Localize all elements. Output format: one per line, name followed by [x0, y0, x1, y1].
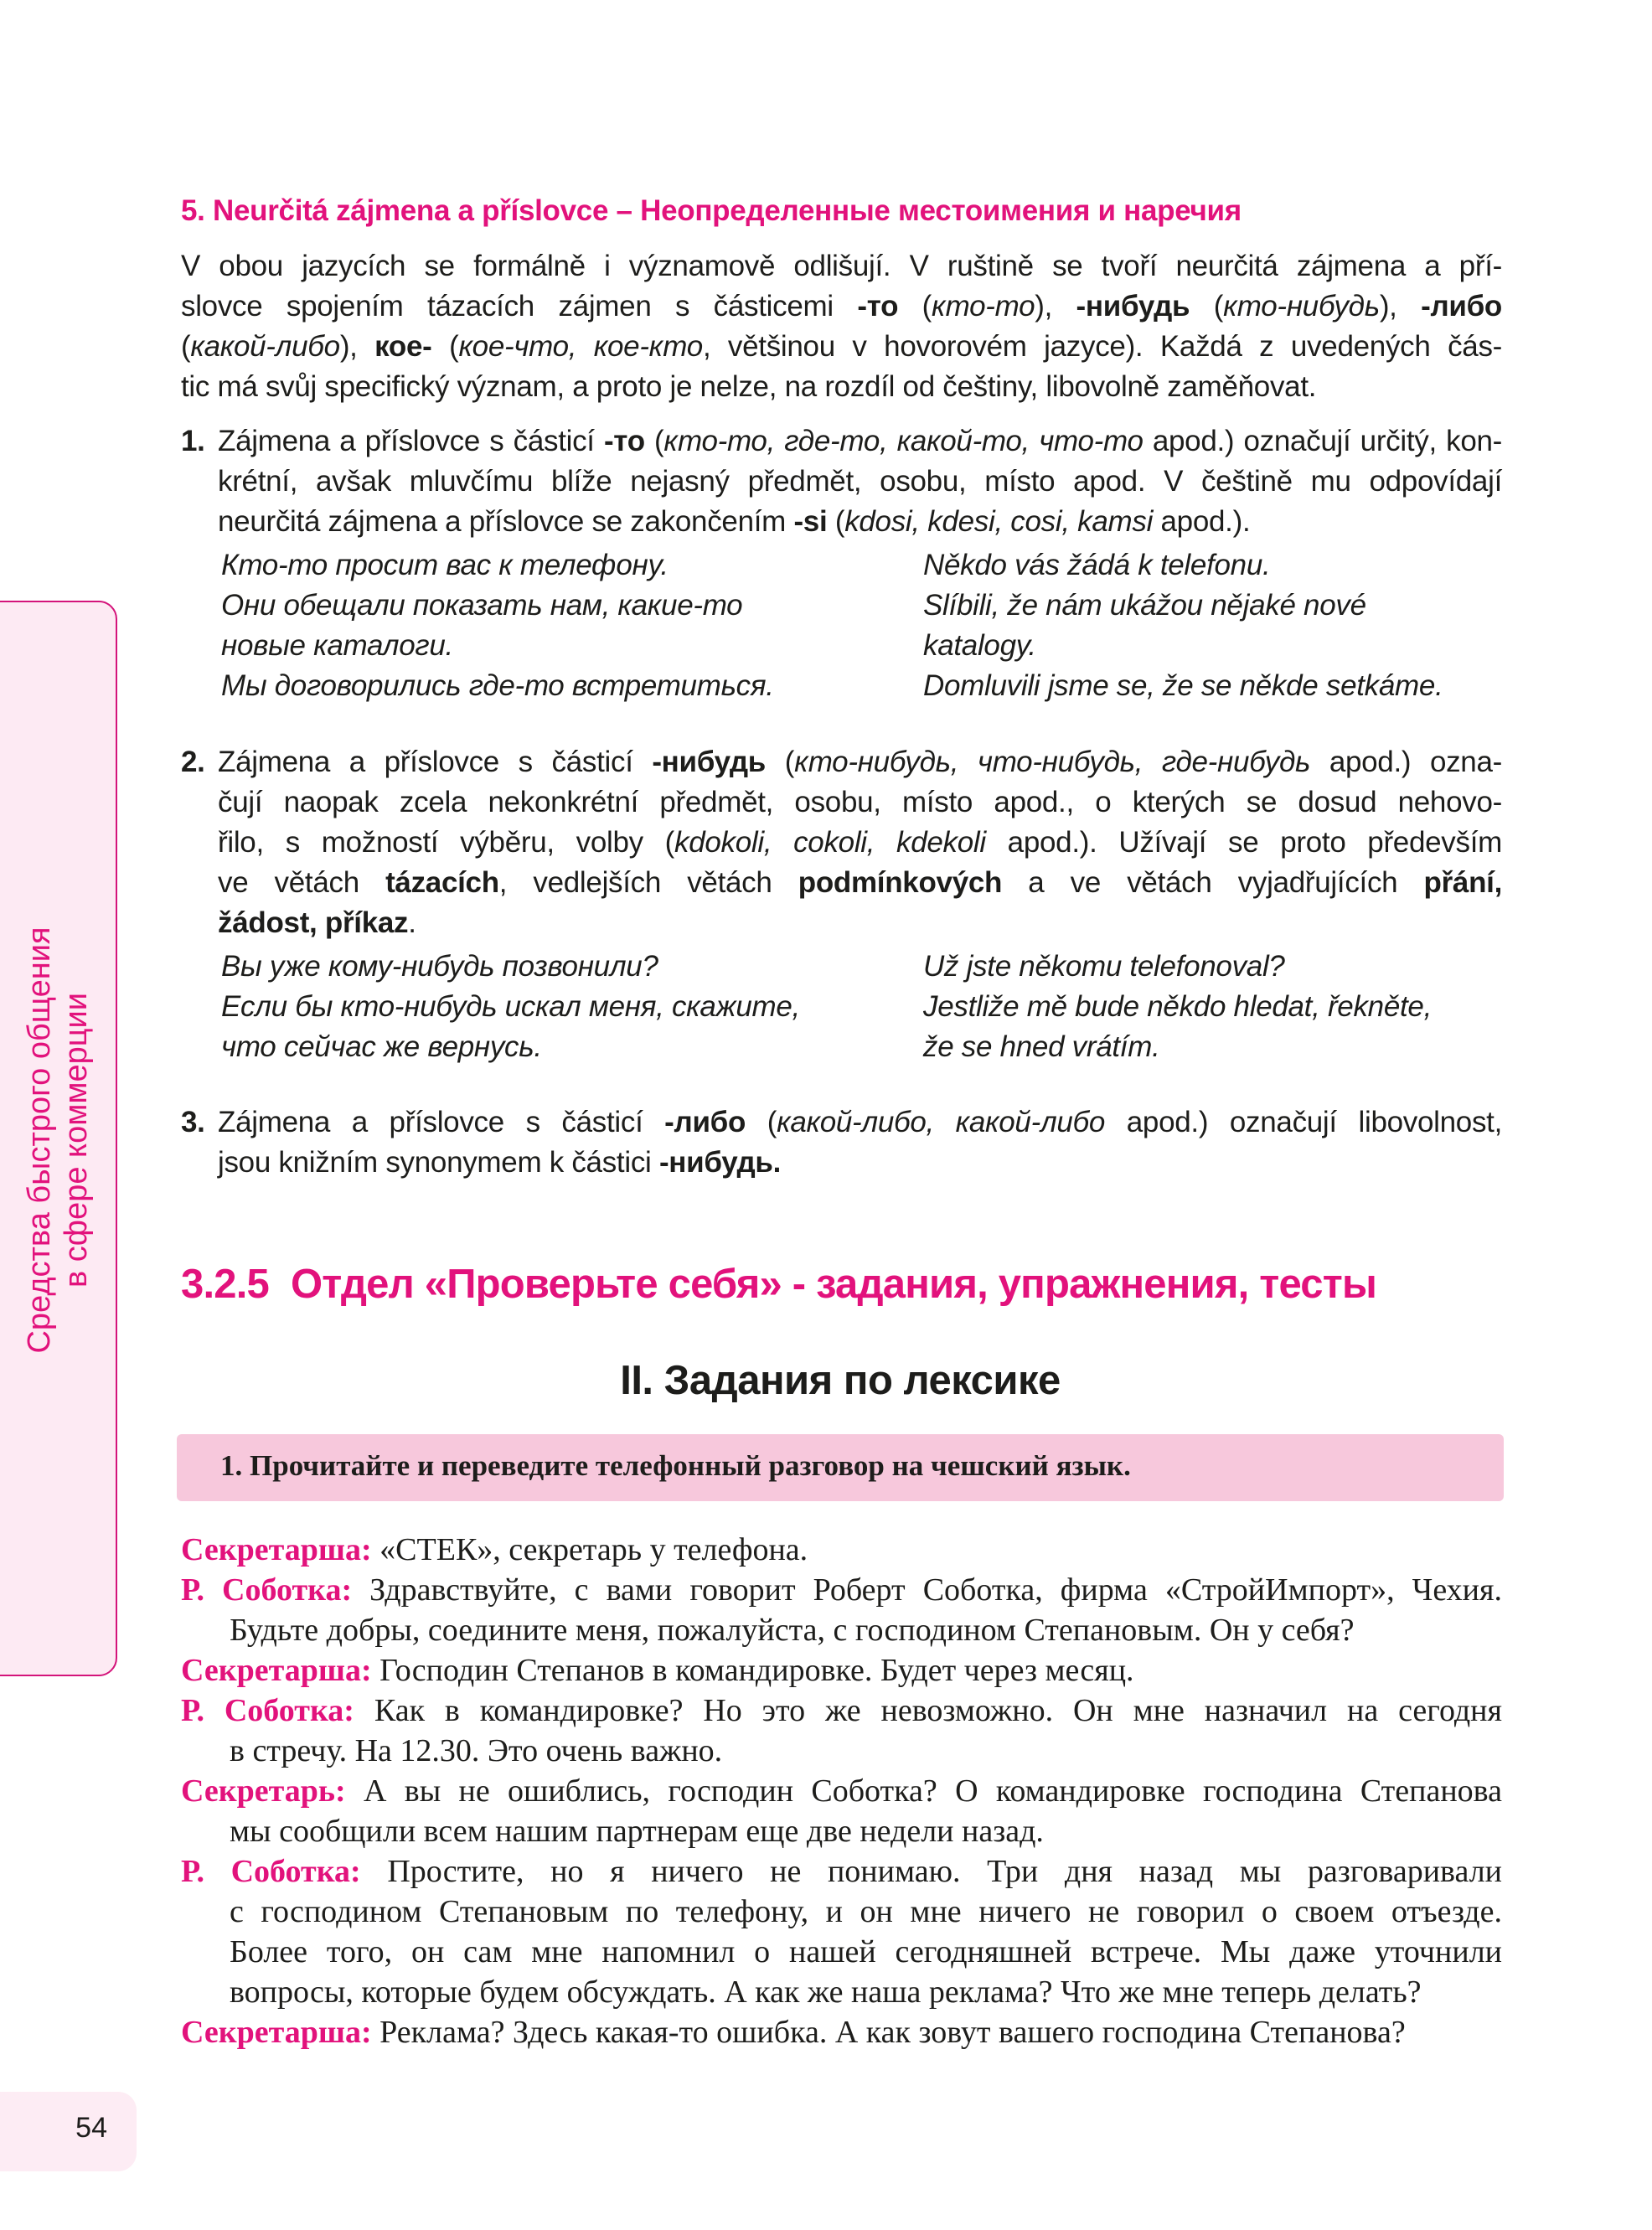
rule-item-3: [181, 1102, 1502, 1183]
text-segment: (: [431, 330, 459, 363]
text-segment: Более того, он сам мне напомнил о нашей сегодняшней встрече. Мы даже уточнили: [230, 1934, 1502, 1969]
section-5-title: 5. Neurčitá zájmena a příslovce – Неопределенные местоимения и наречия: [181, 194, 1242, 227]
dialog-line: [181, 1650, 1502, 1691]
text-segment: Zájmena a příslovce s částicí: [218, 425, 604, 457]
page-number-box: [0, 2092, 137, 2171]
example-sentence: что сейчас же вернусь.: [221, 1030, 542, 1063]
text-line: [181, 327, 1502, 367]
text-segment: кое-: [374, 330, 432, 363]
speaker-name: Р. Соботка:: [181, 1854, 361, 1889]
text-line: [181, 367, 1502, 407]
example-sentence: Они обещали показать нам, какие-то: [221, 589, 743, 622]
text-line: [218, 421, 1502, 462]
text-segment: apod.) označují určitý, kon-: [1143, 425, 1503, 457]
text-segment: кое-что, кое-кто: [458, 330, 703, 363]
text-segment: -si: [793, 505, 828, 538]
text-segment: кто-нибудь, что-нибудь, где-нибудь: [794, 746, 1311, 778]
text-segment: apod.).: [1153, 505, 1251, 538]
example-sentence: že se hned vrátím.: [923, 1030, 1160, 1063]
text-segment: -нибудь: [1076, 290, 1190, 323]
text-segment: «СТЕК», секретарь у телефона.: [371, 1532, 808, 1567]
text-segment: ),: [339, 330, 375, 363]
example-sentence: Domluvili jsme se, že se někde setkáme.: [923, 669, 1443, 702]
chapter-title-line1: Средства быстрого общения: [22, 927, 57, 1354]
text-segment: apod.). Užívají se proto především: [985, 826, 1502, 859]
text-segment: Господин Степанов в командировке. Будет через месяц.: [371, 1653, 1134, 1688]
text-segment: какой-либо: [190, 330, 340, 363]
text-segment: slovce spojením tázacích zájmen s částicemi: [181, 290, 858, 323]
example-sentence: Вы уже кому-нибудь позвонили?: [221, 950, 658, 983]
text-segment: ),: [1379, 290, 1422, 323]
text-line: [218, 903, 1502, 943]
text-line: [218, 823, 1502, 863]
item-number: 1.: [181, 425, 205, 457]
task-box: [177, 1434, 1504, 1501]
text-segment: с господином Степановым по телефону, и он мне ничего не говорил о своем отъезде.: [230, 1894, 1502, 1929]
text-segment: (: [827, 505, 845, 538]
speaker-name: Секретарша:: [181, 1653, 372, 1688]
example-sentence: Někdo vás žádá k telefonu.: [923, 549, 1271, 581]
dialog-line: [230, 1932, 1502, 1972]
example-sentence: Мы договорились где-то встретиться.: [221, 669, 774, 702]
item-number: 3.: [181, 1106, 205, 1138]
dialog-line: [181, 1851, 1502, 1892]
text-segment: (: [746, 1106, 777, 1138]
examples-1: [221, 545, 1503, 706]
dialog-line: [230, 1610, 1502, 1650]
text-segment: Простите, но я ничего не понимаю. Три дня назад мы разговаривали: [360, 1854, 1503, 1889]
text-segment: .: [408, 906, 416, 939]
speaker-name: Секретарша:: [181, 1532, 372, 1567]
dialog-line: [181, 1570, 1502, 1610]
dialog-line: [230, 1892, 1502, 1932]
speaker-name: Р. Соботка:: [181, 1572, 353, 1608]
chapter-title-vertical: [21, 927, 95, 1353]
page-number: 54: [75, 2112, 107, 2144]
text-segment: Zájmena a příslovce s částicí: [218, 1106, 665, 1138]
text-segment: žádost, příkaz: [218, 906, 409, 939]
text-segment: (: [766, 746, 795, 778]
text-segment: tázacích: [385, 866, 499, 899]
text-segment: neurčitá zájmena a příslovce se zakončením: [218, 505, 794, 538]
text-segment: мы сообщили всем нашим партнерам еще две недели назад.: [230, 1814, 1044, 1849]
subheading: II. Задания по лексике: [620, 1358, 1061, 1403]
example-sentence: Už jste někomu telefonoval?: [923, 950, 1285, 983]
text-line: [218, 462, 1502, 502]
examples-2: [221, 947, 1503, 1067]
dialog-line: [181, 1691, 1502, 1731]
text-segment: А вы не ошиблись, господин Соботка? О командировке господина Степанова: [345, 1773, 1502, 1809]
text-segment: (: [898, 290, 932, 323]
text-segment: (: [644, 425, 664, 457]
text-line: [181, 286, 1502, 327]
example-sentence: Jestliže mě bude někdo hledat, řekněte,: [923, 990, 1433, 1023]
dialog-line: [230, 1811, 1502, 1851]
speaker-name: Р. Соботка:: [181, 1693, 354, 1728]
example-sentence: новые каталоги.: [221, 629, 453, 662]
dialog-line: [230, 1972, 1502, 2012]
text-segment: krétní, avšak mluvčímu blíže nejasný předmět, osobu, místo apod. V češtině mu odpovídají: [218, 465, 1502, 498]
text-segment: jsou knižním synonymem k částici: [218, 1146, 659, 1179]
text-segment: tic má svůj specifický význam, a proto je nelze, na rozdíl od češtiny, libovolně zaměňovat.: [181, 370, 1317, 403]
text-segment: кто-нибудь: [1223, 290, 1380, 323]
text-segment: ve větách: [218, 866, 386, 899]
text-segment: přání,: [1423, 866, 1503, 899]
text-segment: (: [181, 330, 191, 363]
example-sentence: katalogy.: [923, 629, 1036, 662]
section-number: 3.2.5: [181, 1262, 269, 1307]
text-line: [218, 782, 1502, 823]
text-line: [218, 1102, 1502, 1143]
text-line: [218, 1143, 1502, 1183]
speaker-name: Секретарь:: [181, 1773, 346, 1809]
text-segment: -то: [857, 290, 899, 323]
phone-dialog: [181, 1530, 1502, 2052]
text-segment: вопросы, которые будем обсуждать. А как же наша реклама? Что же мне теперь делать?: [230, 1974, 1422, 2010]
text-segment: , vedlejších větách: [498, 866, 798, 899]
chapter-title-line2: в сфере коммерции: [59, 993, 94, 1288]
text-segment: -либо: [664, 1106, 746, 1138]
text-segment: Zájmena a příslovce s částicí: [218, 746, 653, 778]
text-segment: кто-то, где-то, какой-то, что-то: [663, 425, 1143, 457]
text-segment: Как в командировке? Но это же невозможно. Он мне назначил на сегодня: [354, 1693, 1502, 1728]
text-segment: ),: [1035, 290, 1076, 323]
text-segment: podmínkových: [798, 866, 1003, 899]
text-segment: Здравствуйте, с вами говорит Роберт Соботка, фирма «СтройИмпорт», Чехия.: [352, 1572, 1502, 1608]
text-line: [218, 863, 1502, 903]
section-title: Отдел «Проверьте себя» - задания, упражнения, тесты: [290, 1262, 1376, 1307]
dialog-line: [181, 1771, 1502, 1811]
text-segment: V obou jazycích se formálně i významově odlišují. V ruštině se tvoří neurčitá zájmena a pří-: [181, 250, 1502, 282]
item-number: 2.: [181, 746, 205, 778]
dialog-line: [181, 2012, 1502, 2052]
dialog-line: [181, 1530, 1502, 1570]
text-segment: řilo, s možností výběru, volby (: [218, 826, 674, 859]
text-segment: Будьте добры, соедините меня, пожалуйста, с господином Степановым. Он у себя?: [230, 1613, 1355, 1648]
text-segment: Реклама? Здесь какая-то ошибка. А как зовут вашего господина Степанова?: [371, 2015, 1406, 2050]
text-segment: , většinou v hovorovém jazyce). Každá z uvedených čás-: [702, 330, 1502, 363]
text-segment: (: [1190, 290, 1224, 323]
rule-item-2: [181, 742, 1502, 943]
example-sentence: Если бы кто-нибудь искал меня, скажите,: [221, 990, 800, 1023]
text-segment: кто-то: [932, 290, 1035, 323]
text-segment: kdosi, kdesi, cosi, kamsi: [844, 505, 1154, 538]
text-line: [218, 742, 1502, 782]
text-segment: в стречу. На 12.30. Это очень важно.: [230, 1733, 723, 1768]
chapter-side-tab: [0, 601, 117, 1676]
text-segment: какой-либо, какой-либо: [777, 1106, 1106, 1138]
example-sentence: Кто-то просит вас к телефону.: [221, 549, 669, 581]
text-segment: čují naopak zcela nekonkrétní předmět, osobu, místo apod., o kterých se dosud nehovo-: [218, 786, 1502, 818]
text-segment: apod.) ozna-: [1310, 746, 1502, 778]
text-segment: apod.) označují libovolnost,: [1105, 1106, 1502, 1138]
text-segment: -либо: [1421, 290, 1502, 323]
text-line: [218, 502, 1502, 542]
text-line: [181, 246, 1502, 286]
section-5-intro: [181, 246, 1502, 407]
text-segment: -то: [603, 425, 645, 457]
dialog-line: [230, 1731, 1502, 1771]
text-segment: kdokoli, cokoli, kdekoli: [674, 826, 986, 859]
text-segment: a ve větách vyjadřujících: [1002, 866, 1424, 899]
task-instruction: 1. Прочитайте и переведите телефонный разговор на чешский язык.: [220, 1449, 1131, 1482]
rule-item-1: [181, 421, 1502, 542]
speaker-name: Секретарша:: [181, 2015, 372, 2050]
text-segment: -нибудь.: [658, 1146, 782, 1179]
text-segment: -нибудь: [652, 746, 767, 778]
example-sentence: Slíbili, že nám ukážou nějaké nové: [923, 589, 1366, 622]
section-3-2-5-heading: [181, 1261, 1376, 1308]
